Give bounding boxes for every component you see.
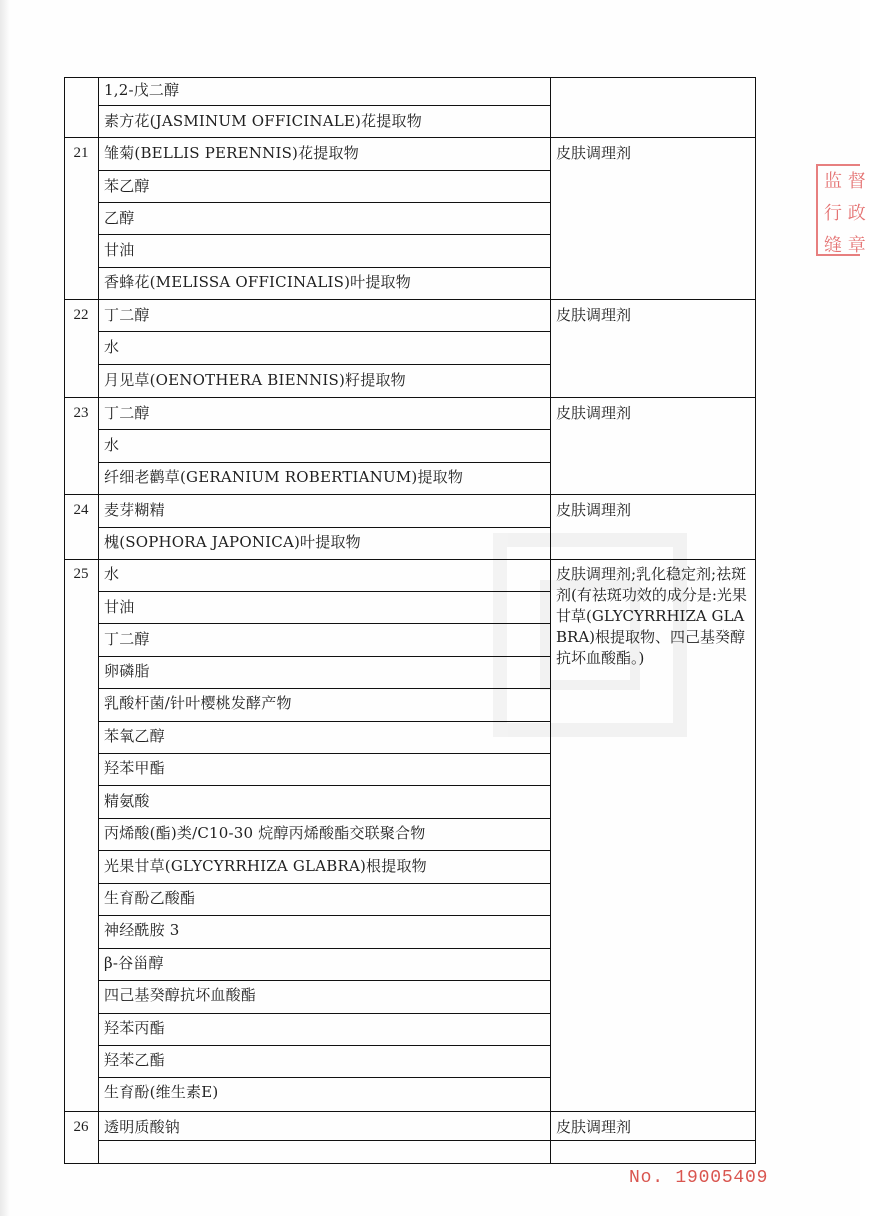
row-number: 21	[73, 145, 89, 161]
seal-line: 行 政	[824, 203, 866, 224]
row-divider	[64, 559, 756, 560]
ingredient-cell: 香蜂花(MELISSA OFFICINALIS)叶提取物	[104, 273, 411, 291]
row-number: 22	[73, 307, 89, 323]
ingredient-cell: 神经酰胺 3	[104, 921, 180, 939]
ingredient-divider	[98, 331, 550, 332]
ingredient-cell: 丙烯酸(酯)类/C10-30 烷醇丙烯酸酯交联聚合物	[104, 824, 426, 842]
function-cell: 皮肤调理剂	[556, 306, 632, 324]
ingredient-cell: 麦芽糊精	[104, 501, 165, 519]
ingredient-cell: 雏菊(BELLIS PERENNIS)花提取物	[104, 144, 359, 162]
ingredient-cell: 羟苯丙酯	[104, 1019, 165, 1037]
ingredient-cell: 槐(SOPHORA JAPONICA)叶提取物	[104, 533, 361, 551]
ingredient-divider	[98, 948, 550, 949]
ingredient-cell: 水	[104, 436, 120, 454]
document-number: No. 19005409	[629, 1168, 769, 1188]
seal-line: 缝 章	[824, 235, 866, 256]
row-number: 24	[73, 502, 89, 518]
ingredient-divider	[98, 753, 550, 754]
ingredient-cell: 四己基癸醇抗坏血酸酯	[104, 986, 257, 1004]
ingredient-divider	[98, 980, 550, 981]
ingredient-divider	[98, 364, 550, 365]
ingredient-divider	[98, 170, 550, 171]
ingredient-divider	[98, 785, 550, 786]
function-divider	[550, 1140, 756, 1141]
ingredient-cell: 甘油	[104, 598, 135, 616]
ingredient-cell: 丁二醇	[104, 630, 150, 648]
ingredient-cell: 月见草(OENOTHERA BIENNIS)籽提取物	[104, 371, 406, 389]
ingredient-cell: 生育酚乙酸酯	[104, 889, 196, 907]
ingredient-cell: 乙醇	[104, 209, 135, 227]
ingredient-divider	[98, 234, 550, 235]
row-divider	[64, 1111, 756, 1112]
ingredient-cell: β-谷甾醇	[104, 954, 164, 972]
function-cell: 皮肤调理剂	[556, 1118, 632, 1136]
ingredient-cell: 水	[104, 565, 120, 583]
ingredient-divider	[98, 429, 550, 430]
ingredient-cell: 素方花(JASMINUM OFFICINALE)花提取物	[104, 112, 422, 130]
ingredient-divider	[98, 1140, 550, 1141]
row-number: 25	[73, 566, 89, 582]
ingredient-divider	[98, 1077, 550, 1078]
ingredient-divider	[98, 267, 550, 268]
ingredient-cell: 生育酚(维生素E)	[104, 1083, 219, 1101]
row-divider	[64, 137, 756, 138]
ingredient-cell: 羟苯乙酯	[104, 1051, 165, 1069]
row-number: 23	[73, 405, 89, 421]
ingredient-cell: 透明质酸钠	[104, 1118, 181, 1136]
ingredient-divider	[98, 105, 550, 106]
column-divider-number	[98, 77, 99, 1164]
ingredient-divider	[98, 883, 550, 884]
ingredient-cell: 甘油	[104, 241, 135, 259]
ingredient-cell: 丁二醇	[104, 306, 150, 324]
ingredient-divider	[98, 1045, 550, 1046]
ingredient-divider	[98, 1013, 550, 1014]
seal-line: 监 督	[824, 171, 866, 192]
ingredient-cell: 1,2-戊二醇	[104, 81, 180, 99]
ingredient-cell: 卵磷脂	[104, 662, 150, 680]
ingredient-cell: 精氨酸	[104, 792, 150, 810]
ingredient-divider	[98, 915, 550, 916]
ingredient-divider	[98, 591, 550, 592]
ingredient-divider	[98, 202, 550, 203]
binding-seal	[816, 164, 866, 256]
ingredient-cell: 光果甘草(GLYCYRRHIZA GLABRA)根提取物	[104, 857, 427, 875]
ingredient-divider	[98, 818, 550, 819]
ingredient-cell: 丁二醇	[104, 404, 150, 422]
ingredient-divider	[98, 721, 550, 722]
ingredient-divider	[98, 623, 550, 624]
column-divider-function	[550, 77, 551, 1164]
function-cell: 皮肤调理剂;乳化稳定剂;祛斑剂(有祛斑功效的成分是:光果甘草(GLYCYRRHIZA GLABRA)根提取物、四己基癸醇抗坏血酸酯。)	[556, 565, 747, 667]
ingredient-divider	[98, 527, 550, 528]
function-cell: 皮肤调理剂	[556, 404, 632, 422]
row-divider	[64, 494, 756, 495]
ingredient-cell: 苯氧乙醇	[104, 727, 165, 745]
ingredient-divider	[98, 462, 550, 463]
ingredient-divider	[98, 688, 550, 689]
row-divider	[64, 299, 756, 300]
ingredient-cell: 乳酸杆菌/针叶樱桃发酵产物	[104, 694, 292, 712]
function-cell: 皮肤调理剂	[556, 144, 632, 162]
row-number: 26	[73, 1119, 89, 1135]
row-divider	[64, 397, 756, 398]
ingredient-cell: 水	[104, 338, 120, 356]
function-cell: 皮肤调理剂	[556, 501, 632, 519]
ingredient-cell: 苯乙醇	[104, 177, 150, 195]
ingredient-cell: 羟苯甲酯	[104, 759, 165, 777]
ingredient-divider	[98, 656, 550, 657]
ingredient-cell: 纤细老鹳草(GERANIUM ROBERTIANUM)提取物	[104, 468, 464, 486]
ingredient-divider	[98, 850, 550, 851]
